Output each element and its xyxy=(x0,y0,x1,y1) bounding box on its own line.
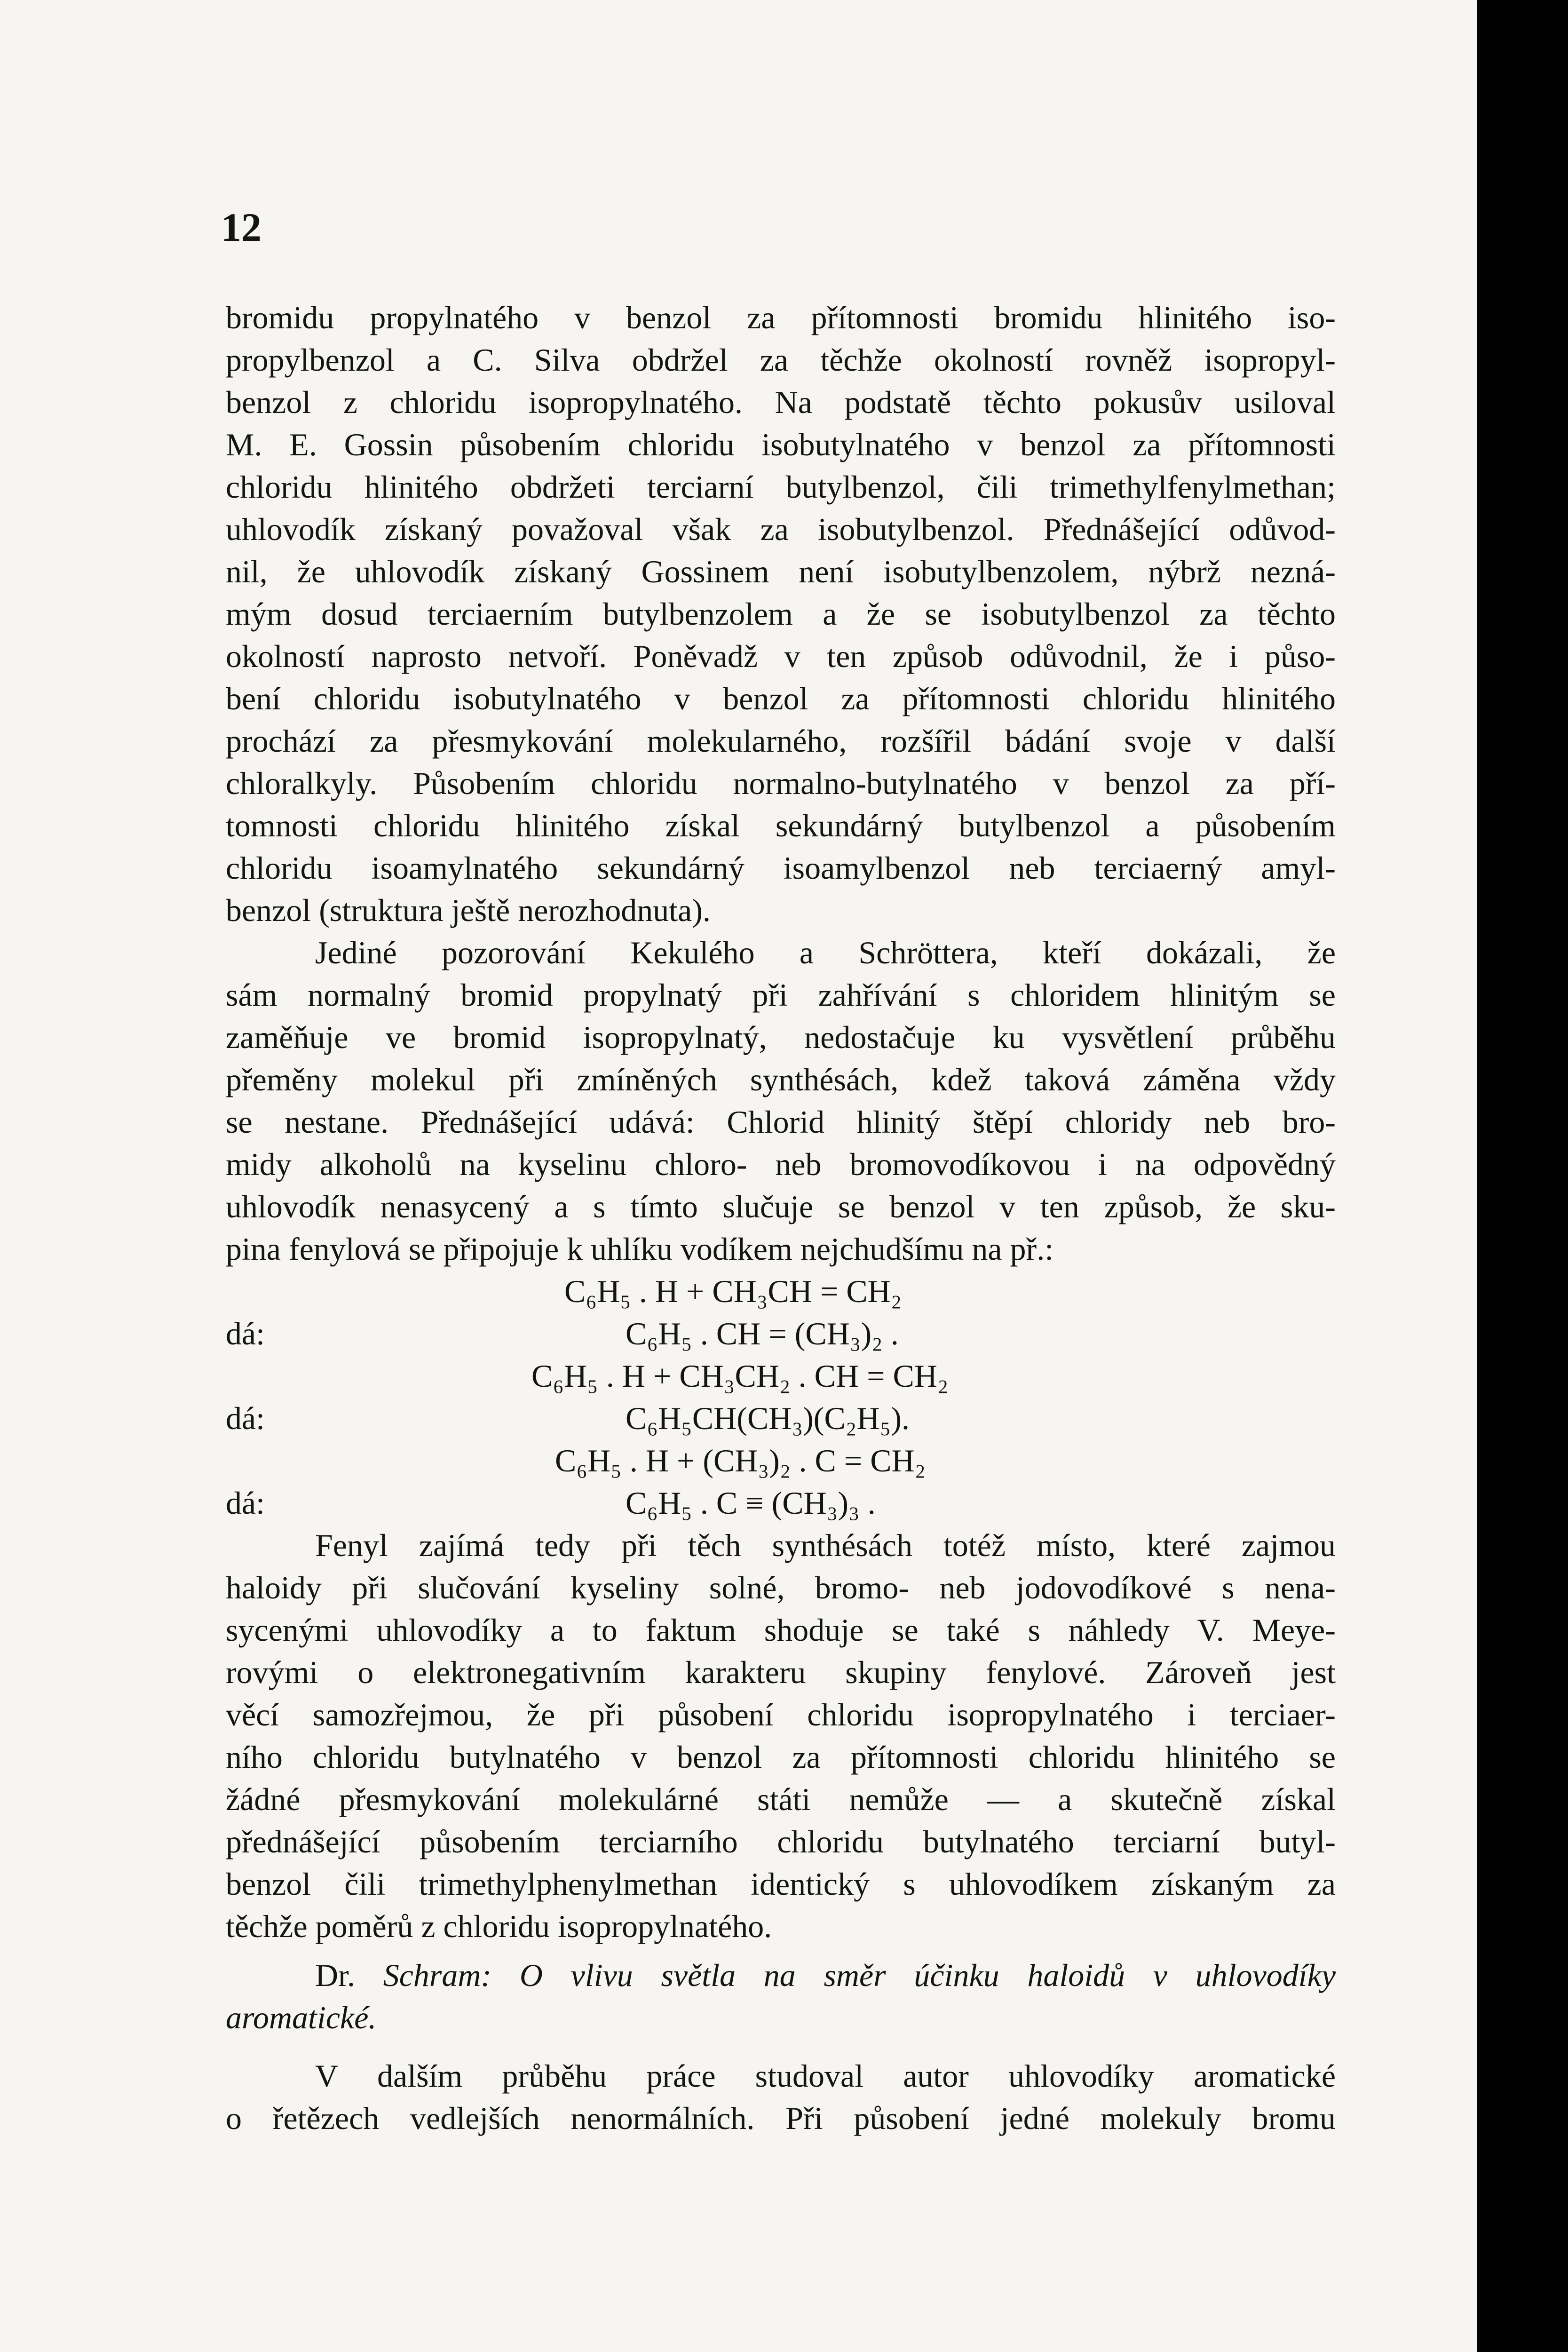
text-line: midy alkoholů na kyselinu chloro- neb bromovodíkovou i na odpovědný xyxy=(226,1146,1336,1182)
heading-author: Schram: xyxy=(383,1957,492,1993)
paragraph-4 xyxy=(226,2055,1336,2139)
text-line: Jediné pozorování Kekulého a Schröttera, kteří dokázali, že xyxy=(315,935,1336,970)
formula: C₆H₅ . H + (CH₃)₂ . C = CH₂ xyxy=(555,1443,926,1478)
heading-prefix: Dr. xyxy=(315,1957,355,1993)
text-line: benzol (struktura ještě nerozhodnuta). xyxy=(226,892,711,928)
text-line: benzol z chloridu isopropylnatého. Na podstatě těchto pokusův usiloval xyxy=(226,384,1336,420)
text-line: haloidy při slučování kyseliny solné, bromo- neb jodovodíkové s nena- xyxy=(226,1570,1336,1605)
formula-label: dá: xyxy=(226,1316,265,1351)
heading-title-cont: aromatické. xyxy=(226,2000,377,2035)
text-line: benzol čili trimethylphenylmethan identický s uhlovodíkem získaným za xyxy=(226,1866,1336,1902)
text-line: sycenými uhlovodíky a to faktum shoduje se také s náhledy V. Meye- xyxy=(226,1612,1336,1648)
text-line: propylbenzol a C. Silva obdržel za těchže okolností rovněž isopropyl- xyxy=(226,342,1336,378)
text-line: zaměňuje ve bromid isopropylnatý, nedostačuje ku vysvětlení průběhu xyxy=(226,1019,1336,1055)
paragraph-2 xyxy=(226,931,1336,1270)
formula: C₆H₅CH(CH₃)(C₂H₅). xyxy=(626,1400,910,1436)
text-line: uhlovodík nenasycený a s tímto slučuje se benzol v ten způsob, že sku- xyxy=(226,1189,1336,1224)
paragraph-1 xyxy=(226,296,1336,931)
text-line: nil, že uhlovodík získaný Gossinem není isobutylbenzolem, nýbrž nezná- xyxy=(226,554,1336,589)
text-line: pina fenylová se připojuje k uhlíku vodíkem nejchudšímu na př.: xyxy=(226,1231,1054,1267)
paragraph-3 xyxy=(226,1524,1336,1947)
text-line: se nestane. Přednášející udává: Chlorid hlinitý štěpí chloridy neb bro- xyxy=(226,1104,1336,1140)
text-line: chloralkyly. Působením chloridu normalno-butylnatého v benzol za pří- xyxy=(226,765,1336,801)
text-line: mým dosud terciaerním butylbenzolem a že se isobutylbenzol za těchto xyxy=(226,596,1336,632)
text-line: prochází za přesmykování molekularného, rozšířil bádání svoje v další xyxy=(226,723,1336,759)
text-line: M. E. Gossin působením chloridu isobutylnatého v benzol za přítomnosti xyxy=(226,427,1336,462)
text-line: sám normalný bromid propylnatý při zahřívání s chloridem hlinitým se xyxy=(226,977,1336,1013)
text-line: Fenyl zajímá tedy při těch synthésách totéž místo, které zajmou xyxy=(315,1527,1336,1563)
text-line: ního chloridu butylnatého v benzol za přítomnosti chloridu hlinitého se xyxy=(226,1739,1336,1775)
formula: C₆H₅ . H + CH₃CH₂ . CH = CH₂ xyxy=(531,1358,949,1394)
formula: C₆H₅ . CH = (CH₃)₂ . xyxy=(626,1316,899,1351)
formula: C₆H₅ . C ≡ (CH₃)₃ . xyxy=(626,1485,876,1521)
text-line: přednášející působením terciarního chloridu butylnatého terciarní butyl- xyxy=(226,1824,1336,1859)
text-line: chloridu hlinitého obdržeti terciarní butylbenzol, čili trimethylfenylmethan; xyxy=(226,469,1336,505)
text-line: V dalším průběhu práce studoval autor uhlovodíky aromatické xyxy=(315,2058,1336,2094)
body-text xyxy=(226,296,1336,2139)
formula-label: dá: xyxy=(226,1400,265,1436)
page-number: 12 xyxy=(221,205,261,250)
text-line: těchže poměrů z chloridu isopropylnatého. xyxy=(226,1908,772,1944)
heading-line xyxy=(226,1996,1336,2039)
text-line: přeměny molekul při zmíněných synthésách, kdež taková záměna vždy xyxy=(226,1062,1336,1097)
text-line: bení chloridu isobutylnatého v benzol za přítomnosti chloridu hlinitého xyxy=(226,681,1336,716)
formula-label: dá: xyxy=(226,1485,265,1521)
text-line: rovými o elektronegativním karakteru skupiny fenylové. Zároveň jest xyxy=(226,1654,1336,1690)
text-line: okolností naprosto netvoří. Poněvadž v ten způsob odůvodnil, že i půso- xyxy=(226,638,1336,674)
formula: C₆H₅ . H + CH₃CH = CH₂ xyxy=(564,1273,902,1309)
heading-line xyxy=(226,1954,1336,1996)
text-line: věcí samozřejmou, že při působení chloridu isopropylnatého i terciaer- xyxy=(226,1697,1336,1732)
reaction-formulas xyxy=(226,1270,1336,1524)
text-line: chloridu isoamylnatého sekundárný isoamylbenzol neb terciaerný amyl- xyxy=(226,850,1336,886)
text-line: bromidu propylnatého v benzol za přítomnosti bromidu hlinitého iso- xyxy=(226,300,1336,335)
text-line: o řetězech vedlejších nenormálních. Při působení jedné molekuly bromu xyxy=(226,2100,1336,2136)
heading-title: O vlivu světla na směr účinku haloidů v uhlovodíky xyxy=(519,1957,1336,1993)
text-line: uhlovodík získaný považoval však za isobutylbenzol. Přednášející odůvod- xyxy=(226,511,1336,547)
text-line: žádné přesmykování molekulárné státi nemůže — a skutečně získal xyxy=(226,1781,1336,1817)
text-line: tomnosti chloridu hlinitého získal sekundárný butylbenzol a působením xyxy=(226,808,1336,843)
lecture-heading xyxy=(226,1954,1336,2039)
